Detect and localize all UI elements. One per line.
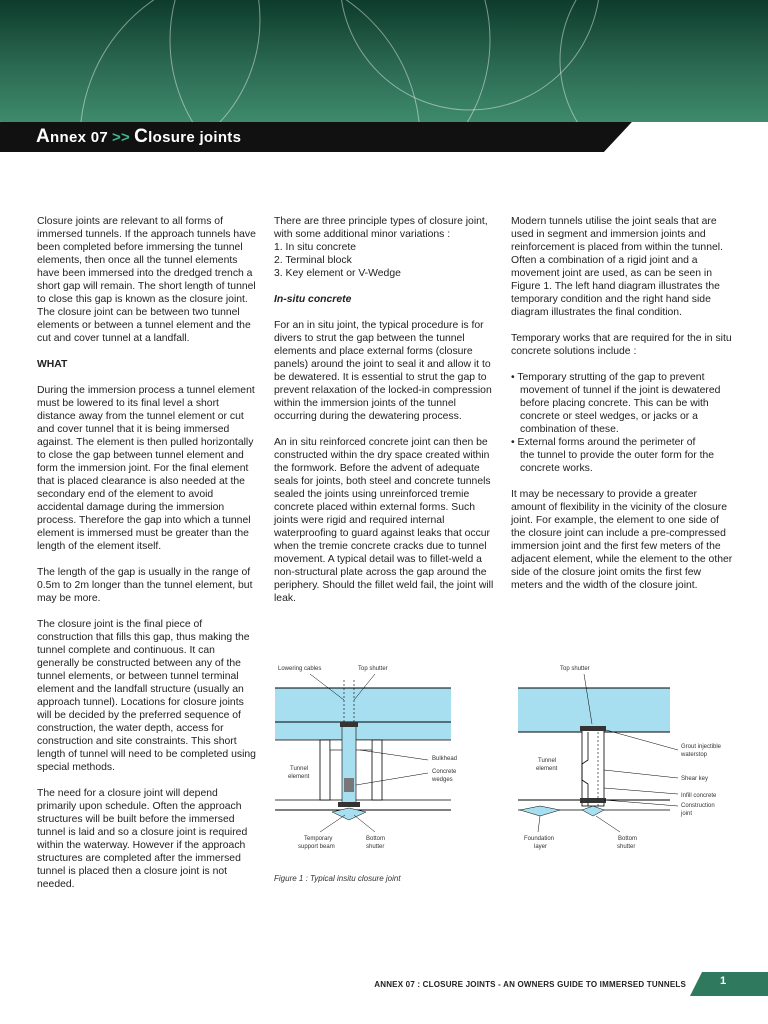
column-2 <box>274 215 496 618</box>
bullet-item: • Temporary strutting of the gap to prevent movement of tunnel if the joint is dewatered before placing concrete. This can be with concrete or steel wedges, or jacks or a combination of these. <box>511 372 721 435</box>
label-top-shutter-right: Top shutter <box>560 666 590 672</box>
label-shutter: shutter <box>366 844 385 850</box>
paragraph: Closure joints are relevant to all forms of immersed tunnels. If the approach tunnels have been completed before immersing the tunnel elements, then once all the tunnel elements have been immersed into the dredged trench a short gap will remain. The short length of tunnel to close this gap is known as the closure joint. The closure joint can be between two tunnel elements or between a tunnel element and the cut and cover tunnel at a landfall. <box>37 216 256 344</box>
label-bottom: Bottom <box>366 836 386 842</box>
bullet-item: • External forms around the perimeter of the tunnel to provide the outer form for the concrete works. <box>511 437 715 474</box>
title-separator: >> <box>112 129 131 146</box>
label-tunnel-right: Tunnel <box>538 758 557 764</box>
paragraph: The length of the gap is usually in the range of 0.5m to 2m longer than the tunnel element, but may be more. <box>37 567 253 604</box>
label-waterstop: waterstop <box>681 752 708 758</box>
figure-closure-joint-diagram <box>270 660 740 860</box>
banner-decoration <box>0 0 768 122</box>
list-item: 2. Terminal block <box>274 255 352 266</box>
paragraph: For an in situ joint, the typical procedure is for divers to strut the gap between the tunnel elements and place external forms (closure panels) around the joint to seal it and allow it to be dewatered. It is essential to strut the gap to prevent relaxation of the locked-in compression within the immersion joints of the tunnel occurring during the dewatering process. <box>274 320 492 422</box>
paragraph: The closure joint is the final piece of construction that fills this gap, thus making the tunnel complete and continuous. It can generally be constructed between any of the tunnel elements, or between tunnel terminal element and the landfall structure (usually an approach tunnel). Locations for closure joints will be decided by the preferred sequence of construction, the water depth, access for construction and site constraints. This short length of tunnel will need to be completed using special methods. <box>37 619 256 773</box>
left-diagram <box>275 666 457 850</box>
label-element: element <box>288 774 310 780</box>
paragraph: An in situ reinforced concrete joint can then be constructed within the dry space created within the formwork. Before the advent of adequate seals for joints, both steel and concrete tunnels sealed the joints using unreinforced tremie concrete placed within external forms. Such joints were rigid and required internal waterproofing to guard against leaks that occur when the tremie concrete cracks due to tunnel movement. A typical detail was to fillet-weld a non-structural plate across the gap around the periphery. Should the fillet weld fail, the joint will leak. <box>274 437 494 604</box>
label-infill: Infill concrete <box>681 793 717 799</box>
page-number-tab <box>690 972 768 996</box>
label-layer: layer <box>534 844 548 850</box>
label-bottom-right: Bottom <box>618 836 638 842</box>
label-tunnel: Tunnel <box>290 766 309 772</box>
right-diagram <box>518 666 722 850</box>
label-temporary: Temporary <box>304 836 333 842</box>
page-title: Annex 07 >> Closure joints <box>36 126 242 147</box>
figure-caption: Figure 1 : Typical insitu closure joint <box>274 874 401 883</box>
label-shutter-right: shutter <box>617 844 636 850</box>
label-joint: joint <box>681 811 693 817</box>
page-number: 1 <box>720 975 727 987</box>
label-element-right: element <box>536 766 558 772</box>
column-1 <box>37 215 259 904</box>
paragraph: Modern tunnels utilise the joint seals that are used in segment and immersion joints and reinforcement is placed from within the tunnel. Often a combination of a rigid joint and a movement joint are used, as can be seen in Figure 1. The left hand diagram illustrates the temporary condition and the right hand side diagram illustrates the final condition. <box>511 216 723 318</box>
page-number-shape <box>690 972 768 996</box>
paragraph: During the immersion process a tunnel element must be lowered to its final level a short distance away from the tunnel element or cut and cover tunnel that it is being immersed against. The element is then pulled horizontally to close the gap between tunnel element and form the immersion joint. For the final element that is placed clearance is also needed at the secondary end of the element to avoid accidental damage during the immersion process. Therefore the gap into which a tunnel element is immersed must be greater than the length of the element itself. <box>37 385 255 552</box>
paragraph: It may be necessary to provide a greater amount of flexibility in the vicinity of the closure joint. For example, the element to one side of the closure joint can include a pre-compressed immersion joint and the first few meters of the adjacent element, while the element to the other side of the closure joint omits the first few meters and the width of the closure joint. <box>511 489 733 591</box>
footer-text: ANNEX 07 : CLOSURE JOINTS - AN OWNERS GUIDE TO IMMERSED TUNNELS <box>374 980 686 989</box>
list-item: 3. Key element or V-Wedge <box>274 268 401 279</box>
label-support-beam: support beam <box>298 844 335 850</box>
label-wedges: wedges <box>432 777 453 783</box>
label-foundation: Foundation <box>524 836 555 842</box>
section-heading-what: WHAT <box>37 359 68 370</box>
list-item: 1. In situ concrete <box>274 242 357 253</box>
label-concrete: Concrete <box>432 769 457 775</box>
subheading-insitu: In-situ concrete <box>274 294 352 305</box>
paragraph: The need for a closure joint will depend primarily upon schedule. Often the approach structures will be built before the immersed tunnel is laid and so a closure joint is required within the waterway. However if the approach structures are completed after the immersed tunnel is placed then a closure joint is not needed. <box>37 788 248 890</box>
label-grout: Grout injectible <box>681 744 722 750</box>
paragraph: There are three principle types of closure joint, with some additional minor variations : 1. In situ concrete 2. Terminal block 3. Key element or V-Wedge <box>274 216 488 279</box>
label-shear-key: Shear key <box>681 776 709 782</box>
header-banner <box>0 0 768 122</box>
label-construction: Construction <box>681 803 715 809</box>
column-3 <box>511 215 733 605</box>
bullet-list <box>511 371 733 475</box>
paragraph: Temporary works that are required for the in situ concrete solutions include : <box>511 333 732 357</box>
label-bulkhead: Bulkhead <box>432 756 458 762</box>
label-lowering-cables: Lowering cables <box>278 666 322 672</box>
label-top-shutter: Top shutter <box>358 666 388 672</box>
